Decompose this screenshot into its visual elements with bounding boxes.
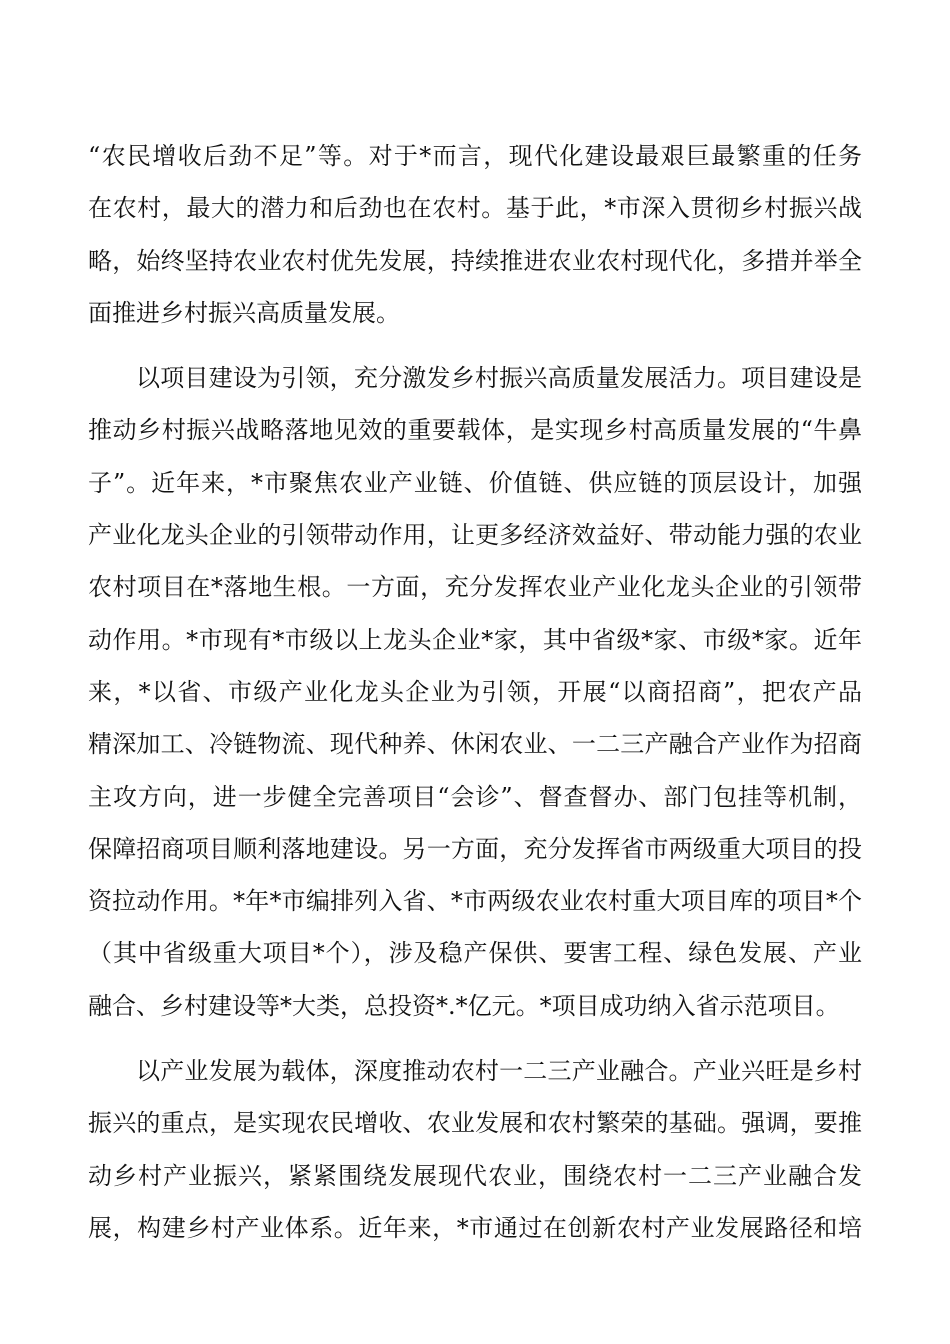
- text-line: （其中省级重大项目*个），涉及稳产保供、要害工程、绿色发展、产业: [88, 939, 862, 968]
- text-line: 推动乡村振兴战略落地见效的重要载体，是实现乡村高质量发展的“牛鼻: [88, 416, 862, 445]
- text-line: 略，始终坚持农业农村优先发展，持续推进农业农村现代化，多措并举全: [88, 246, 862, 275]
- text-line: “农民增收后劲不足”等。对于*而言，现代化建设最艰巨最繁重的任务: [88, 142, 862, 170]
- text-line: 在农村，最大的潜力和后劲也在农村。基于此，*市深入贯彻乡村振兴战: [88, 194, 862, 223]
- text-line: 产业化龙头企业的引领带动作用，让更多经济效益好、带动能力强的农业: [88, 521, 862, 550]
- paragraph-1: [88, 130, 862, 339]
- text-line: 以项目建设为引领，充分激发乡村振兴高质量发展活力。项目建设是: [136, 364, 862, 393]
- text-line: 保障招商项目顺利落地建设。另一方面，充分发挥省市两级重大项目的投: [88, 834, 862, 863]
- text-line: 主攻方向，进一步健全完善项目“会诊”、督查督办、部门包挂等机制，: [88, 782, 862, 811]
- text-line: 融合、乡村建设等*大类，总投资*.*亿元。*项目成功纳入省示范项目。: [88, 991, 840, 1020]
- paragraph-2: [88, 352, 862, 1032]
- text-line: 资拉动作用。*年*市编排列入省、*市两级农业农村重大项目库的项目*个: [88, 887, 862, 916]
- text-line: 来，*以省、市级产业化龙头企业为引领，开展“以商招商”，把农产品: [88, 677, 862, 706]
- text-line: 面推进乡村振兴高质量发展。: [88, 298, 400, 327]
- text-line: 振兴的重点，是实现农民增收、农业发展和农村繁荣的基础。强调，要推: [88, 1109, 862, 1138]
- body-text: [88, 130, 862, 1254]
- paragraph-3: [88, 1045, 862, 1254]
- text-line: 以产业发展为载体，深度推动农村一二三产业融合。产业兴旺是乡村: [136, 1057, 862, 1086]
- text-line: 动乡村产业振兴，紧紧围绕发展现代农业，围绕农村一二三产业融合发: [88, 1161, 862, 1190]
- text-line: 精深加工、冷链物流、现代种养、休闲农业、一二三产融合产业作为招商: [88, 730, 862, 759]
- text-line: 展，构建乡村产业体系。近年来，*市通过在创新农村产业发展路径和培: [88, 1213, 862, 1242]
- text-line: 农村项目在*落地生根。一方面，充分发挥农业产业化龙头企业的引领带: [88, 573, 862, 602]
- text-line: 动作用。*市现有*市级以上龙头企业*家，其中省级*家、市级*家。近年: [88, 625, 862, 654]
- text-line: 子”。近年来，*市聚焦农业产业链、价值链、供应链的顶层设计，加强: [88, 468, 862, 497]
